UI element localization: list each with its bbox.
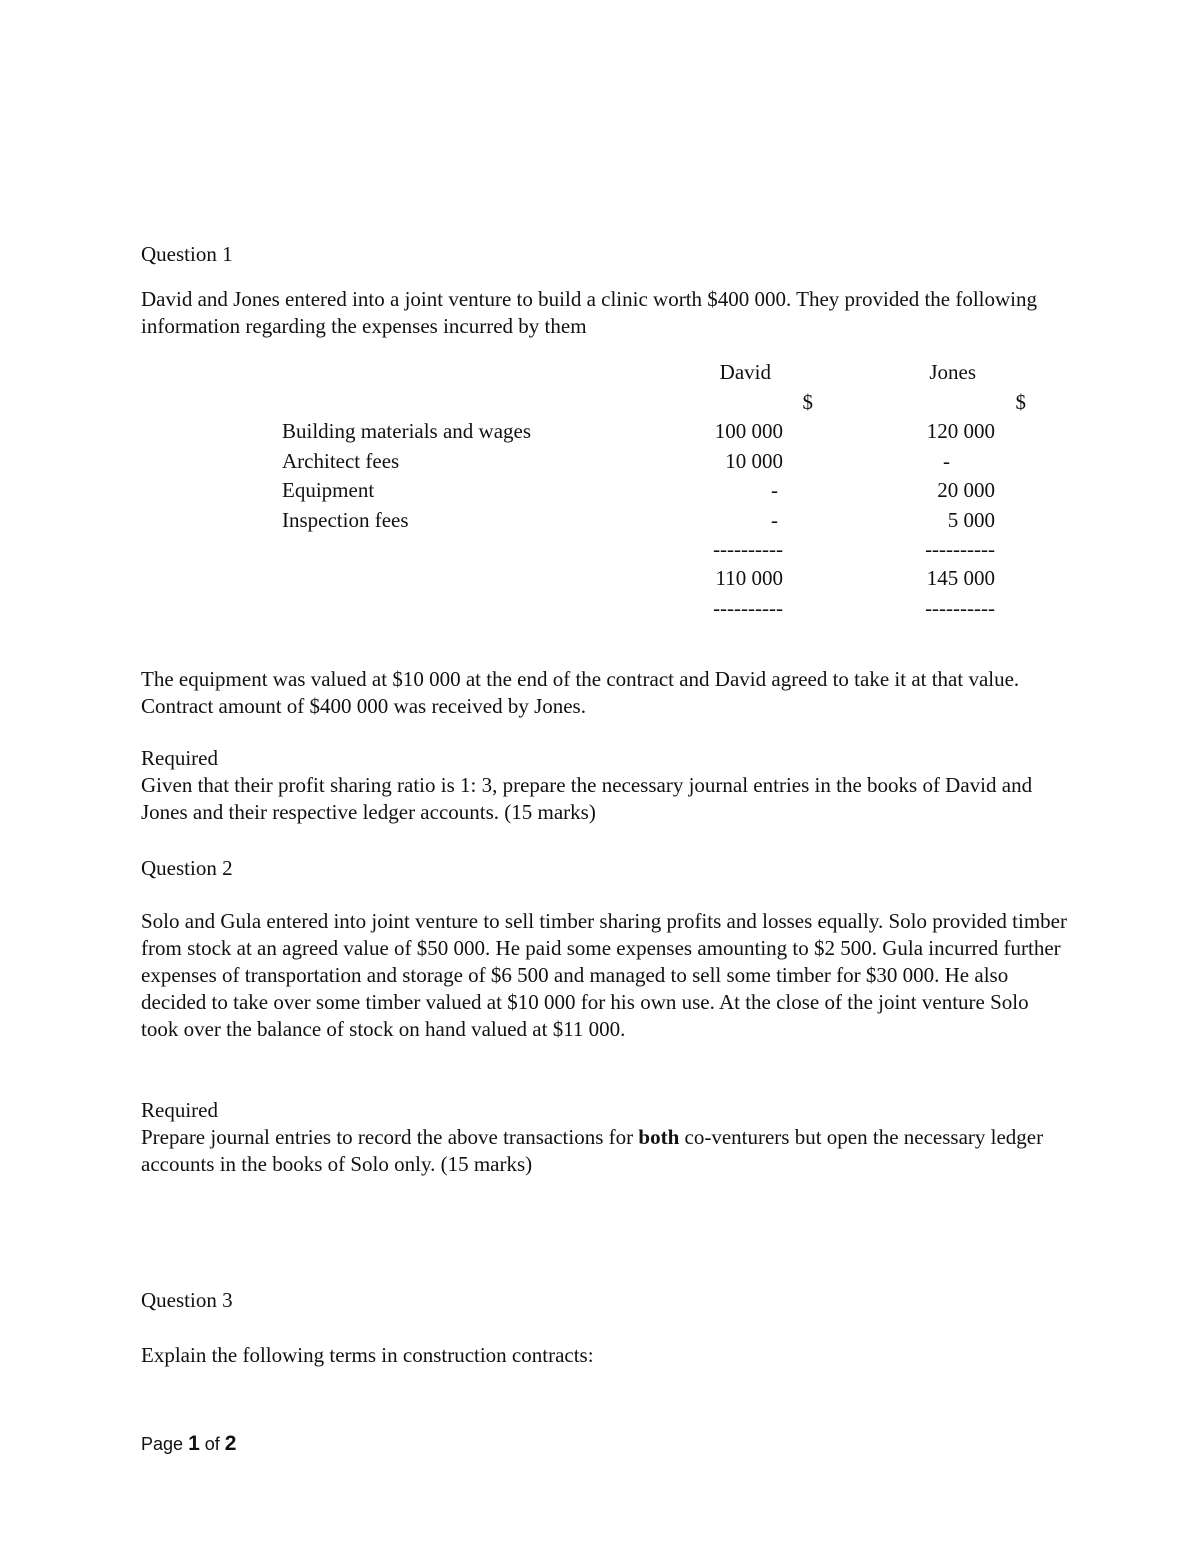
- table-currency-row: [0, 387, 1200, 417]
- row-label: Architect fees: [282, 449, 400, 473]
- footer-of-word: of: [204, 1434, 220, 1454]
- row-david: -: [771, 508, 778, 532]
- currency-david: $: [802, 390, 813, 414]
- question-3-heading: Question 3: [141, 1288, 233, 1312]
- footer-page-number: 1: [188, 1432, 200, 1455]
- total-david: 110 000: [715, 566, 783, 590]
- table-row: [0, 416, 1200, 446]
- table-rule-row: [0, 534, 1200, 564]
- footer-page-total: 2: [224, 1432, 237, 1455]
- required-text-post: co-venturers but open the necessary ledger accounts in the books of Solo only. (15 marks): [141, 1125, 1044, 1176]
- row-david: -: [771, 478, 778, 502]
- col-header-jones: Jones: [929, 360, 976, 384]
- table-header-row: [0, 357, 1200, 387]
- row-jones: 5 000: [947, 508, 995, 532]
- currency-jones: $: [1015, 390, 1026, 414]
- question-1-required-label: Required: [141, 746, 218, 770]
- row-jones: -: [943, 449, 950, 473]
- total-jones: 145 000: [926, 566, 995, 590]
- table-rule-row: [0, 593, 1200, 623]
- question-1-heading: Question 1: [141, 242, 233, 266]
- question-1-intro: David and Jones entered into a joint venture to build a clinic worth $400 000. They provided the following information regarding the expenses incurred by them: [141, 287, 1038, 338]
- question-2-body: Solo and Gula entered into joint venture to sell timber sharing profits and losses equally. Solo provided timber from stock at an agreed value of $50 000. He paid some expenses amounting to $2 500. Gula incurred further expenses of transportation and storage of $6 500 and managed to sell some timber for $30 000. He also decided to take over some timber valued at $10 000 for his own use. At the close of the joint venture Solo took over the balance of stock on hand valued at $11 000.: [141, 909, 1067, 1041]
- table-row: [0, 475, 1200, 505]
- question-2-required-text: [141, 1124, 1071, 1178]
- rule-jones: ----------: [925, 596, 995, 620]
- row-jones: 20 000: [937, 478, 995, 502]
- table-total-row: [0, 563, 1200, 593]
- question-3-intro: Explain the following terms in construction contracts:: [141, 1343, 594, 1367]
- required-text-bold: both: [638, 1125, 680, 1149]
- question-2-heading: Question 2: [141, 856, 233, 880]
- row-david: 100 000: [714, 419, 783, 443]
- row-label: Building materials and wages: [282, 419, 532, 443]
- footer-page-word: Page: [141, 1434, 184, 1454]
- row-david: 10 000: [725, 449, 783, 473]
- row-jones: 120 000: [926, 419, 995, 443]
- col-header-david: David: [719, 360, 771, 384]
- rule-david: ----------: [713, 596, 783, 620]
- row-label: Inspection fees: [282, 508, 409, 532]
- question-1-required-text: Given that their profit sharing ratio is 1: 3, prepare the necessary journal entries in the books of David and Jones and their respective ledger accounts. (15 marks): [141, 773, 1033, 824]
- question-2-required-label: Required: [141, 1098, 218, 1122]
- row-label: Equipment: [282, 478, 375, 502]
- table-row: [0, 505, 1200, 535]
- rule-david: ----------: [713, 537, 783, 561]
- question-1-note: The equipment was valued at $10 000 at the end of the contract and David agreed to take it at that value. Contract amount of $400 000 was received by Jones.: [141, 667, 1020, 718]
- page-footer: [141, 1430, 236, 1458]
- table-row: [0, 446, 1200, 476]
- rule-jones: ----------: [925, 537, 995, 561]
- required-text-pre: Prepare journal entries to record the above transactions for: [141, 1125, 639, 1149]
